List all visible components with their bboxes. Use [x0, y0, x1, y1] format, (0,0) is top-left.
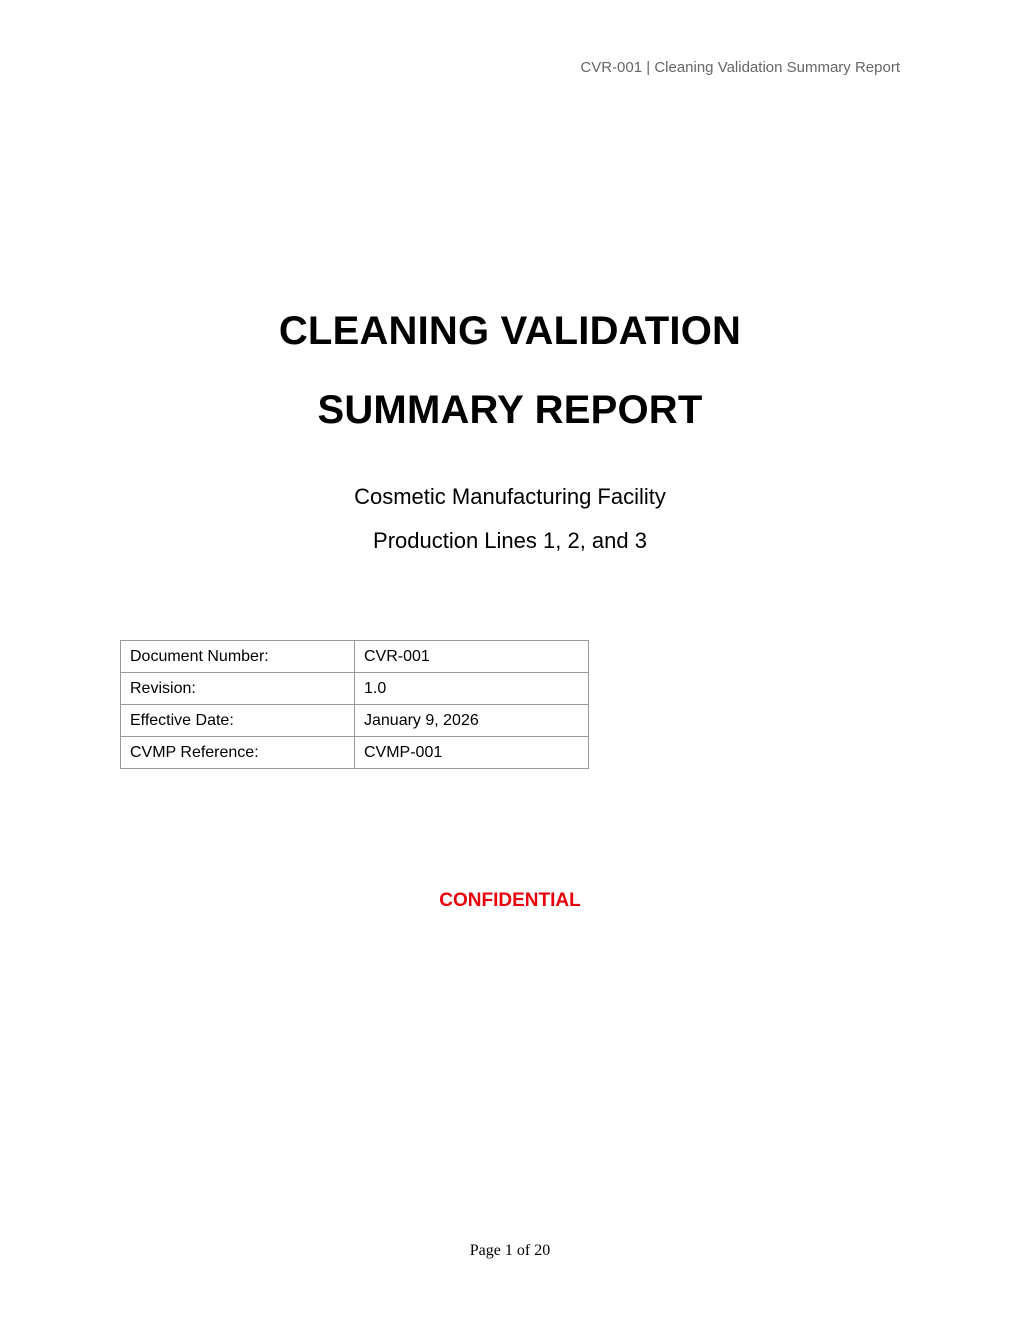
page-number-footer: Page 1 of 20: [469, 1242, 551, 1259]
table-row: [121, 641, 589, 673]
cvmp-reference-label: CVMP Reference:: [121, 737, 355, 769]
table-row: [121, 737, 589, 769]
document-number-value: CVR-001: [355, 641, 589, 673]
revision-label: Revision:: [121, 673, 355, 705]
effective-date-label: Effective Date:: [121, 705, 355, 737]
document-title-line-2: SUMMARY REPORT: [317, 388, 703, 432]
document-number-label: Document Number:: [121, 641, 355, 673]
revision-value: 1.0: [355, 673, 589, 705]
confidential-marking: CONFIDENTIAL: [439, 890, 581, 911]
table-row: [121, 705, 589, 737]
table-row: [121, 673, 589, 705]
running-header: CVR-001 | Cleaning Validation Summary Report: [580, 59, 900, 76]
cvmp-reference-value: CVMP-001: [355, 737, 589, 769]
effective-date-value: January 9, 2026: [355, 705, 589, 737]
production-lines-subtitle: Production Lines 1, 2, and 3: [373, 528, 647, 553]
document-title-line-1: CLEANING VALIDATION: [278, 309, 742, 353]
document-info-table: [120, 640, 589, 769]
facility-subtitle: Cosmetic Manufacturing Facility: [354, 484, 666, 509]
